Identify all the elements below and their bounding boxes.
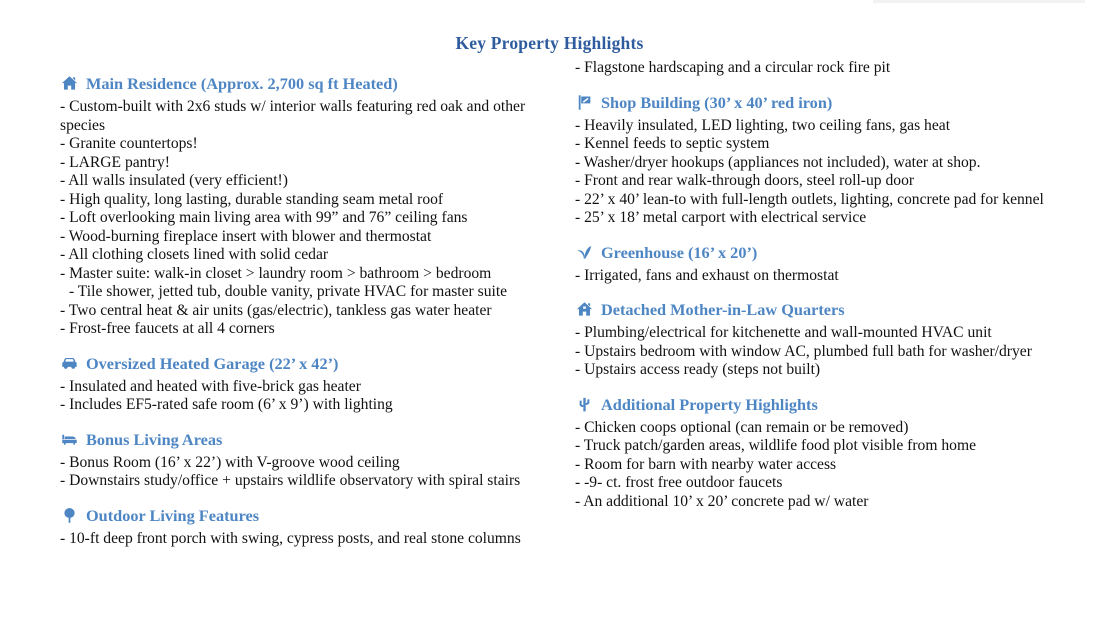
- bullet-item: - Flagstone hardscaping and a circular rock fire pit: [575, 59, 891, 76]
- bullet-item: - Chicken coops optional (can remain or be removed): [575, 418, 909, 436]
- bullet-item: - Wood-burning fireplace insert with blower and thermostat: [60, 227, 432, 245]
- section-heading-text: Outdoor Living Features: [86, 505, 260, 525]
- house-icon: [60, 75, 78, 93]
- section-heading-text: Shop Building (30’ x 40’ red iron): [601, 92, 833, 112]
- tree-icon: [60, 506, 78, 524]
- bullet-item: - Upstairs access ready (steps not built): [575, 361, 821, 378]
- right-column: [575, 59, 1068, 511]
- section-heading-text: Main Residence (Approx. 2,700 sq ft Heated): [86, 74, 398, 93]
- bullet-item: - Kennel feeds to septic system: [575, 135, 770, 152]
- section-heading: [60, 506, 530, 525]
- page-title: Key Property Highlights: [455, 33, 644, 53]
- section: [575, 93, 1068, 228]
- bullet-item: - Heavily insulated, LED lighting, two ceiling fans, gas heat: [575, 116, 951, 134]
- section-heading: [575, 93, 1068, 112]
- section-heading-text: Bonus Living Areas: [86, 429, 223, 449]
- section: [60, 74, 530, 339]
- section-heading-text: Additional Property Highlights: [601, 394, 818, 414]
- section: [575, 395, 1068, 512]
- bullet-item: - 25’ x 18’ metal carport with electrical service: [575, 209, 867, 226]
- bullet-item: - Includes EF5-rated safe room (6’ x 9’) with lighting: [60, 396, 393, 413]
- bullet-item: - All walls insulated (very efficient!): [60, 172, 288, 189]
- section-heading: [575, 243, 1068, 262]
- bullet-item: - Upstairs bedroom with window AC, plumbed full bath for washer/dryer: [575, 342, 1032, 360]
- section: [60, 430, 530, 491]
- bullet-item: - An additional 10’ x 20’ concrete pad w/ water: [575, 492, 869, 510]
- section-heading-text: Detached Mother-in-Law Quarters: [601, 300, 845, 319]
- bullet-item: - 22’ x 40’ lean-to with full-length outlets, lighting, concrete pad for kennel: [575, 190, 1044, 208]
- section: [575, 300, 1068, 380]
- shop-tools-icon: [575, 93, 593, 111]
- bullet-item: - Front and rear walk-through doors, steel roll-up door: [575, 172, 915, 189]
- section-heading: [575, 395, 1068, 414]
- bullet-item: - 10-ft deep front porch with swing, cypress posts, and real stone columns: [60, 529, 521, 547]
- bullet-item: - Plumbing/electrical for kitchenette and wall-mounted HVAC unit: [575, 324, 992, 341]
- window-edge-artifact: [873, 0, 1085, 3]
- bullet-item: - Tile shower, jetted tub, double vanity, private HVAC for master suite: [69, 283, 508, 300]
- bullet-item: - High quality, long lasting, durable standing seam metal roof: [60, 190, 444, 208]
- bullet-item: - Granite countertops!: [60, 135, 198, 152]
- bullet-item: - Truck patch/garden areas, wildlife food plot visible from home: [575, 437, 977, 454]
- section-heading-text: Oversized Heated Garage (22’ x 42’): [86, 353, 339, 373]
- bullet-item: - Two central heat & air units (gas/electric), tankless gas water heater: [60, 301, 492, 319]
- bullet-item: - Insulated and heated with five-brick gas heater: [60, 377, 361, 395]
- home-icon: [575, 301, 593, 319]
- section: [575, 243, 1068, 286]
- bullet-item: - -9- ct. frost free outdoor faucets: [575, 474, 783, 491]
- bullet-item: - Frost-free faucets at all 4 corners: [60, 320, 275, 337]
- section: [60, 506, 530, 549]
- left-column: [60, 59, 530, 548]
- bullet-item: - Master suite: walk-in closet > laundry room > bathroom > bedroom: [60, 264, 492, 282]
- section-heading-text: Greenhouse (16’ x 20’): [601, 242, 758, 262]
- plant-icon: [575, 395, 593, 413]
- bullet-item: - Washer/dryer hookups (appliances not included), water at shop.: [575, 153, 981, 171]
- bullet-item: - Irrigated, fans and exhaust on thermostat: [575, 266, 839, 284]
- section-heading: [60, 74, 530, 93]
- two-column-layout: [60, 59, 1099, 548]
- couch-icon: [60, 430, 78, 448]
- bullet-item: - LARGE pantry!: [60, 153, 170, 171]
- bullet-item: - All clothing closets lined with solid cedar: [60, 246, 329, 263]
- bullet-item: - Loft overlooking main living area with 99” and 76” ceiling fans: [60, 209, 468, 226]
- bullet-item: - Custom-built with 2x6 studs w/ interior walls featuring red oak and other species: [60, 98, 526, 134]
- section-heading: [575, 300, 1068, 319]
- seedling-icon: [575, 243, 593, 261]
- bullet-item: - Bonus Room (16’ x 22’) with V-groove wood ceiling: [60, 453, 400, 471]
- section: [60, 354, 530, 415]
- section-heading: [60, 354, 530, 373]
- car-icon: [60, 354, 78, 372]
- bullet-item: - Room for barn with nearby water access: [575, 455, 837, 473]
- section-heading: [60, 430, 530, 449]
- bullet-item: - Downstairs study/office + upstairs wildlife observatory with spiral stairs: [60, 472, 521, 489]
